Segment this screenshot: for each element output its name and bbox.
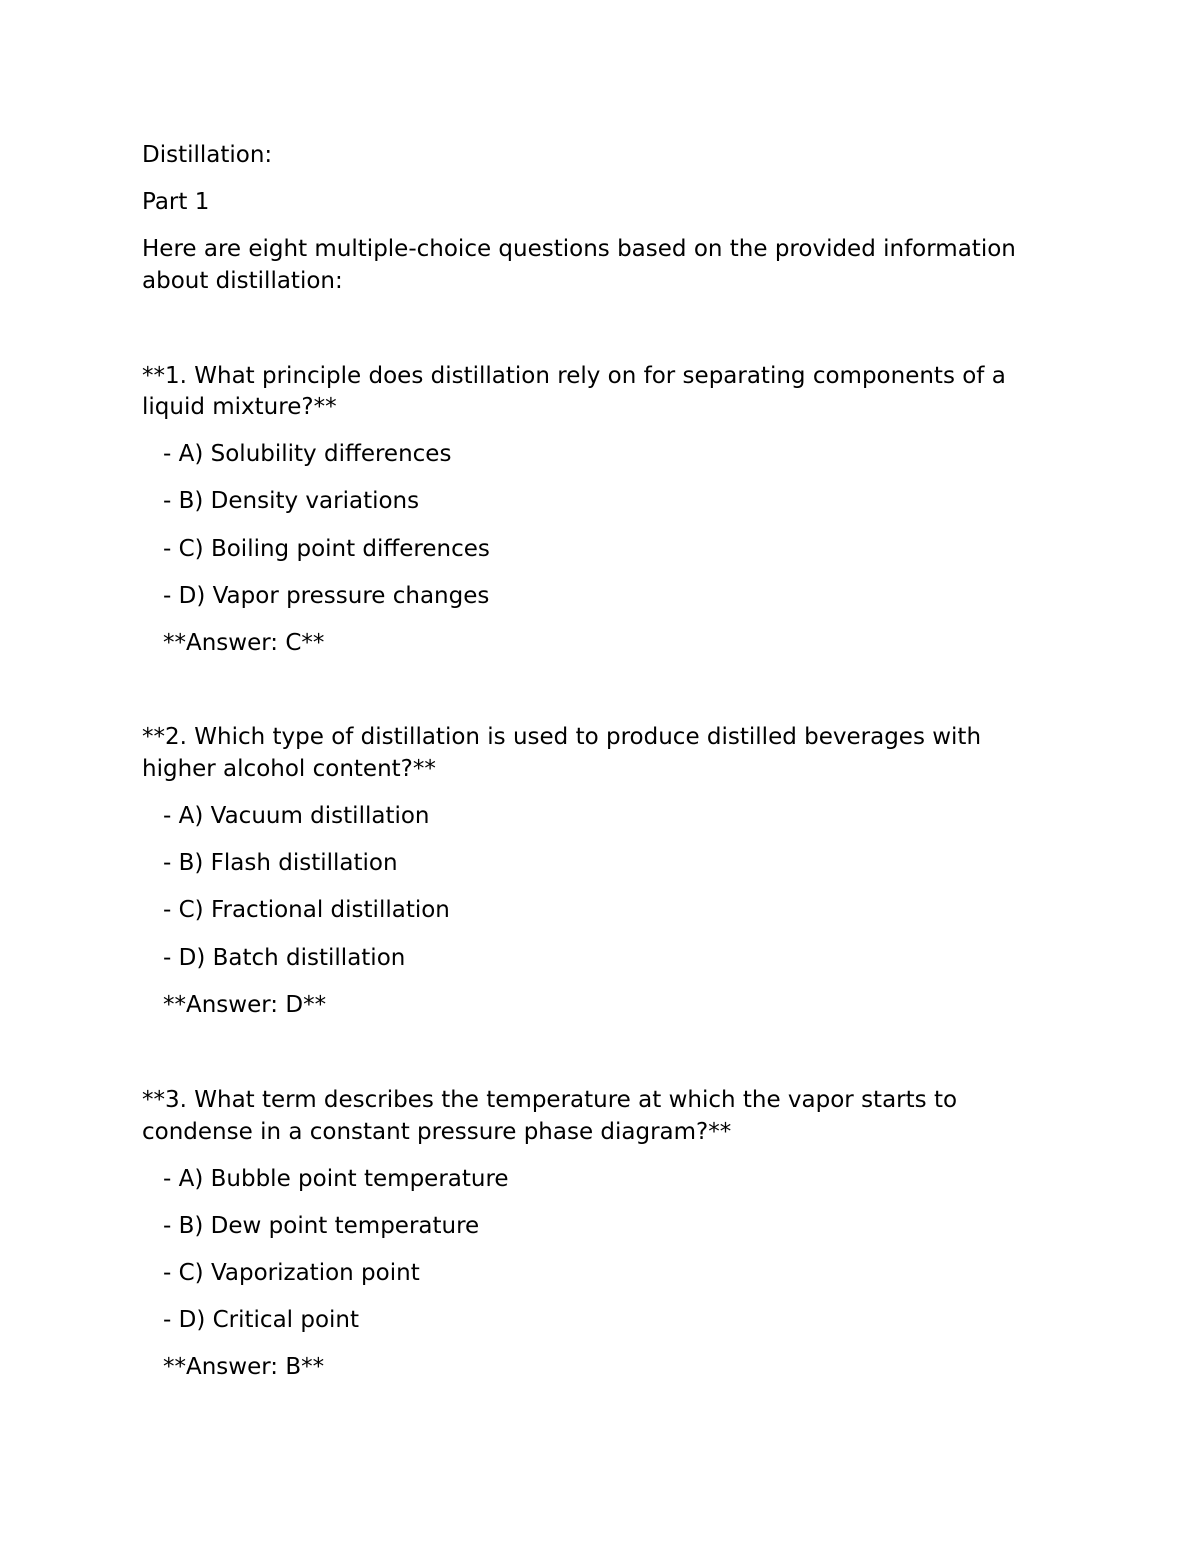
intro-text-line-2: about distillation: — [142, 268, 343, 294]
question-1-option-c: - C) Boiling point differences — [163, 536, 490, 562]
document-title: Distillation: — [142, 142, 273, 168]
question-1-text-line-2: liquid mixture?** — [142, 394, 337, 420]
question-3-option-b: - B) Dew point temperature — [163, 1213, 480, 1239]
question-1-option-d: - D) Vapor pressure changes — [163, 583, 490, 609]
question-2-option-c: - C) Fractional distillation — [163, 897, 450, 923]
question-2-option-b: - B) Flash distillation — [163, 850, 398, 876]
question-3-text-line-1: **3. What term describes the temperature at which the vapor starts to — [142, 1087, 958, 1113]
question-2-option-d: - D) Batch distillation — [163, 945, 406, 971]
question-3-option-c: - C) Vaporization point — [163, 1260, 420, 1286]
question-2-answer: **Answer: D** — [163, 992, 327, 1018]
question-1-answer: **Answer: C** — [163, 630, 325, 656]
part-heading: Part 1 — [142, 189, 210, 215]
question-1-text-line-1: **1. What principle does distillation rely on for separating components of a — [142, 363, 1006, 389]
question-2-option-a: - A) Vacuum distillation — [163, 803, 430, 829]
question-3-option-d: - D) Critical point — [163, 1307, 360, 1333]
question-3-option-a: - A) Bubble point temperature — [163, 1166, 509, 1192]
question-3-text-line-2: condense in a constant pressure phase diagram?** — [142, 1119, 732, 1145]
intro-text-line-1: Here are eight multiple-choice questions based on the provided information — [142, 236, 1016, 262]
question-3-answer: **Answer: B** — [163, 1354, 325, 1380]
question-1-option-a: - A) Solubility differences — [163, 441, 452, 467]
question-2-text-line-2: higher alcohol content?** — [142, 756, 436, 782]
question-1-option-b: - B) Density variations — [163, 488, 420, 514]
question-2-text-line-1: **2. Which type of distillation is used to produce distilled beverages with — [142, 724, 982, 750]
